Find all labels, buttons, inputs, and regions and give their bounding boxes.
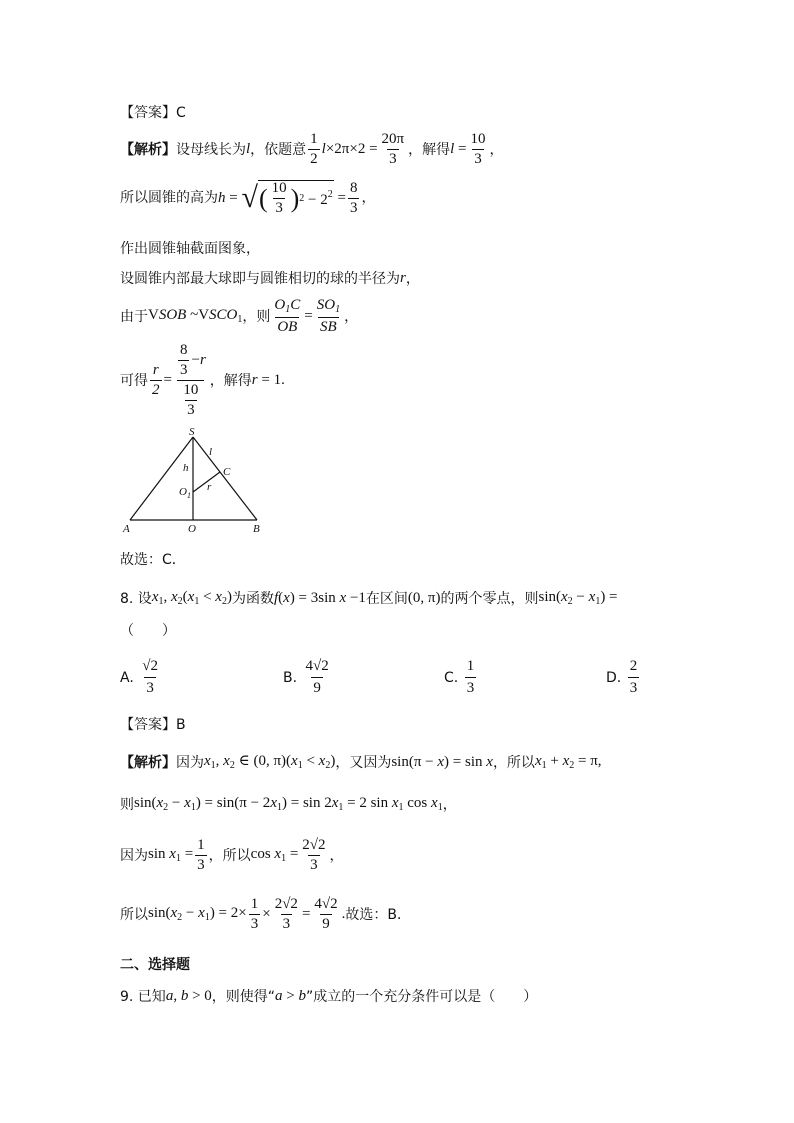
analysis-8-line3: 因为 $\sin x_1$ = $\frac{1}{3}$ ，所以 $\cos x_1$ = $\frac{2√2}{3}$ ， (120, 837, 344, 873)
analysis-8-line4: 所以 $\sin(x_2 - x_1) = 2\times$ $\frac{1}{3}$ × $\frac{2√2}{3}$ = $\frac{4√2}{9}$ . 故选：B． (120, 896, 411, 932)
analysis-7-line6: 可得 $\frac{r}{2}$ = 8 3 − r $\frac{10}{3}$ ，解得 r = 1. (120, 342, 285, 418)
option-a: A. √2 3 (120, 658, 158, 696)
label-a: A (123, 523, 130, 535)
label-l: l (209, 446, 213, 458)
label-r: r (207, 481, 212, 493)
option-b: B. 4√2 9 (283, 658, 329, 696)
question-9-stem: 9. 已知 a, b > 0 ，则使得“ a > b ”成立的一个充分条件可以是（ ） (120, 988, 538, 1005)
label-c: C (223, 466, 231, 478)
label-b: B (253, 523, 260, 535)
label-o1: $O_1$ (179, 486, 191, 500)
analysis-8-line2: 则 $\sin(x_2 - x_1) = \sin(\pi - 2x_1) = \sin 2x_1 = 2$ $\sin x_1$ $\cos x_1$ ， (120, 795, 457, 813)
option-d: D. 2 3 (606, 658, 638, 696)
cone-cross-section-figure (115, 425, 275, 540)
side-sb (193, 437, 257, 520)
question-8-paren: （ ） (120, 623, 176, 639)
option-c: C. 1 3 (444, 658, 475, 696)
analysis-7-line4: 设圆锥内部最大球即与圆锥相切的球的半径为 r ， (120, 270, 420, 287)
label-o: O (188, 523, 196, 535)
analysis-8-line1: 【解析】 因为 $x_1$, $x_2$ ∈ (0, $\pi)(x_1 < x_2)$ ，又因为 sin(π − x) = sin x ，所以 $x_1 + x_2 = \pi$, (120, 753, 602, 771)
conclusion-7: 故选：C． (120, 552, 186, 568)
analysis-7-line2: 所以圆锥的高为 h = √ ( 10 3 ) 2 − $2^2$ = $\frac{8}{3}$ ， (120, 179, 376, 216)
question-8-stem: 8. 设 $x_1$, $x_2(x_1 < x_2)$ 为函数 f(x) = 3sin x −1 在区间 (0, π) 的两个零点，则 $\sin(x_2 - x_1)$ = (120, 589, 618, 607)
analysis-7-line1: 【解析】 设母线长为 l ，依题意 1 2 l×2π×2 = $\frac{20\pi}{3}$ ，解得 l = $\frac{10}{3}$ ， (120, 131, 504, 167)
answer-7: 【答案】C (120, 105, 186, 121)
analysis-7-line5: 由于 VSOB $\sim VSCO_1$ ，则 $\frac{O_1C}{OB}$ = $\frac{SO_1}{SB}$ ， (120, 297, 359, 335)
label-h: h (183, 462, 189, 474)
side-sa (130, 437, 193, 520)
analysis-7-line3: 作出圆锥轴截面图象， (120, 241, 260, 257)
section-title: 二、选择题 (120, 957, 190, 973)
answer-8: 【答案】B (120, 717, 186, 733)
label-s: S (189, 426, 195, 438)
